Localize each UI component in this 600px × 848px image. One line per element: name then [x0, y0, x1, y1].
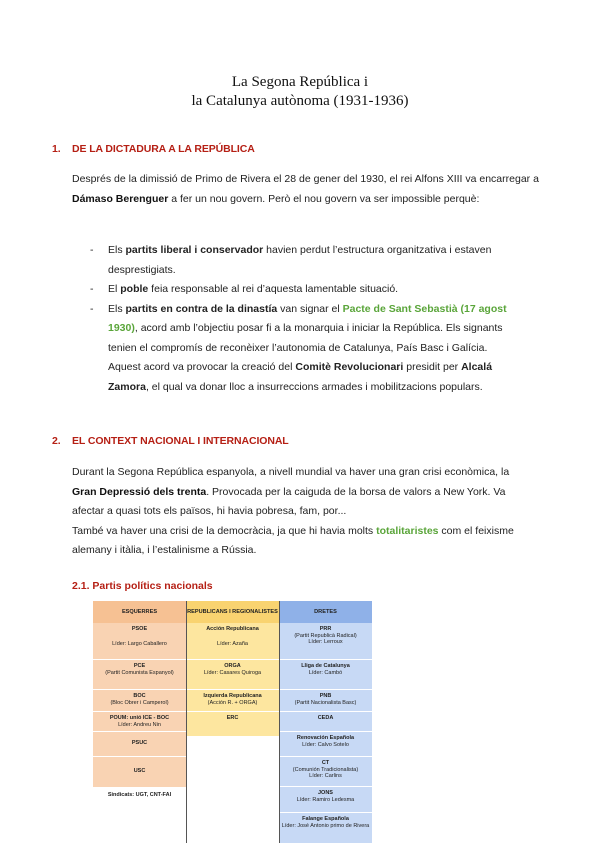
party-name: PSUC	[131, 740, 148, 746]
party-cell	[279, 690, 372, 712]
party-detail: Líder: Largo Caballero	[112, 640, 167, 647]
section-1-bullet-list	[72, 241, 512, 397]
party-cell	[279, 813, 372, 843]
para-text: També va haver una crisi de la democràcia, ja que hi havia molts	[72, 524, 377, 537]
section-2-number: 2.	[52, 435, 61, 447]
column-divider	[279, 601, 280, 843]
bullet-text: havien perdut l’estructura organitzativa i estaven desprestigiats.	[108, 244, 492, 276]
party-detail: Líder: Andreu Nin	[118, 721, 161, 728]
gran-depressio-bold: Gran Depressió dels trenta	[72, 485, 207, 498]
party-cell	[186, 660, 279, 690]
section-2-title: EL CONTEXT NACIONAL I INTERNACIONAL	[72, 435, 289, 447]
intro-text-1: Després de la dimissió de Primo de Rivera el 28 de gener del 1930, el rei Alfons XIII va encarregar a	[72, 173, 539, 185]
page-title	[0, 73, 600, 111]
center-column	[186, 601, 279, 737]
left-column	[93, 601, 186, 788]
party-cell	[93, 712, 186, 732]
party-cell	[93, 690, 186, 712]
bullet-text: van signar el	[277, 302, 343, 315]
section-1-title: DE LA DICTADURA A LA REPÚBLICA	[72, 143, 255, 155]
party-cell	[93, 623, 186, 660]
list-item	[72, 300, 512, 398]
party-cell	[93, 660, 186, 690]
bullet-text: feia responsable al rei d’aquesta lamentable situació.	[148, 283, 399, 295]
pacte-sant-sebastia-highlight: Pacte de Sant Sebastià (17 agost 1930)	[108, 302, 507, 334]
party-name: PCE	[133, 663, 146, 669]
bullet-bold: Alcalá Zamora	[108, 361, 493, 393]
section-1-number: 1.	[52, 143, 61, 155]
party-cell	[279, 712, 372, 732]
bullet-bold: partits liberal i conservador	[125, 244, 264, 256]
bullet-text: Els	[108, 244, 126, 256]
right-header: DRETES	[279, 601, 372, 624]
party-name: Izquierda Republicana	[203, 693, 262, 699]
party-detail: (Partit Comunista Espanyol)	[105, 669, 174, 676]
party-detail: Líder: Azaña	[217, 640, 248, 647]
party-name: Lliga de Catalunya	[301, 663, 350, 669]
list-item	[72, 280, 512, 300]
party-detail: (Acción R. + ORGA)	[207, 699, 258, 706]
party-detail: Líder: Casares Quiroga	[203, 669, 262, 676]
party-detail: (Partit Republicà Radical)	[294, 632, 357, 639]
section-2-heading	[52, 435, 289, 447]
party-cell	[279, 787, 372, 813]
party-name: Falange Española	[302, 816, 349, 822]
left-header: ESQUERRES	[93, 601, 186, 624]
center-header: REPUBLICANS I REGIONALISTES	[186, 601, 279, 624]
party-name: Renovación Española	[296, 735, 355, 741]
party-name: ORGA	[224, 663, 241, 669]
section-1-intro	[72, 170, 542, 209]
para-text: . Provocada per la caiguda de la borsa de valors a New York. Va afectar a quasi tots els països, hi havia pobresa, fam, por...	[72, 485, 506, 517]
intro-text-2: a fer un nou govern. Però el nou govern va ser impossible perquè:	[168, 192, 480, 205]
party-name: JONS	[318, 790, 333, 796]
party-name: USC	[133, 768, 146, 774]
party-detail: Líder: Carlins	[309, 773, 342, 779]
title-line-1: La Segona República i	[231, 74, 369, 90]
party-cell	[186, 690, 279, 712]
bullet-text: , acord amb l’objectiu posar fi a la monarquia i iniciar la República. Els signants tenien el compromís de reconèixer l’autonomia de Catalunya, País Basc i Galícia. Aquest acord va provocar la creació del	[108, 322, 503, 373]
party-detail: Líder: Ramiro Ledesma	[296, 796, 355, 803]
right-column	[279, 601, 372, 843]
party-cell	[93, 732, 186, 757]
party-name: BOC	[133, 693, 146, 699]
list-item	[72, 241, 512, 280]
section-2-paragraph	[72, 463, 532, 561]
intro-bold-berenguer: Dámaso Berenguer	[72, 192, 169, 205]
party-name: Sindicats: UGT, CNT-FAI	[107, 792, 172, 798]
subsection-heading: 2.1. Partis polítics nacionals	[72, 580, 213, 592]
party-cell	[186, 712, 279, 737]
para-text: Durant la Segona República espanyola, a nivell mundial va haver una gran crisi econòmica, la	[72, 466, 510, 478]
party-cell	[279, 757, 372, 787]
unions-cell	[93, 788, 186, 808]
party-detail: Líder: Lerroux	[308, 639, 343, 645]
party-cell	[279, 732, 372, 757]
party-detail: Líder: Calvo Sotelo	[302, 741, 349, 748]
bullet-text: presidit per	[403, 361, 462, 373]
party-cell	[93, 757, 186, 788]
party-detail: Líder: José Antonio primo de Rivera	[281, 822, 370, 829]
party-detail: (Comunión Tradicionalista)	[292, 766, 359, 773]
totalitaristes-highlight: totalitaristes	[376, 524, 439, 537]
party-name: PRR	[319, 626, 332, 632]
party-cell	[186, 623, 279, 660]
party-detail: (Bloc Obrer i Camperol)	[110, 699, 169, 706]
bullet-bold: Comitè Revolucionari	[295, 361, 404, 373]
party-table	[93, 601, 372, 843]
party-name: POUM: unió ICE - BOC	[109, 715, 170, 721]
title-line-2: la Catalunya autònoma (1931-1936)	[191, 93, 409, 109]
party-name: PSOE	[131, 626, 148, 632]
party-detail: Líder: Cambó	[308, 669, 343, 676]
section-1-heading	[52, 143, 255, 155]
bullet-text: El	[108, 283, 121, 295]
bullet-bold: partits en contra de la dinastía	[125, 302, 278, 315]
party-detail: (Partit Nacionalista Basc)	[294, 699, 357, 706]
party-name: ERC	[226, 715, 239, 721]
party-name: CEDA	[317, 715, 334, 721]
column-divider	[186, 601, 187, 843]
para-text: com el feixisme alemany i itàlia, i l’estalinisme a Rússia.	[72, 524, 514, 556]
party-name: CT	[321, 760, 330, 766]
party-cell	[279, 623, 372, 660]
bullet-text: , el qual va donar lloc a insurreccions armades i mobilitzacions populars.	[145, 380, 483, 393]
bullet-bold: poble	[120, 283, 149, 295]
bullet-text: Els	[108, 302, 126, 315]
party-name: PNB	[319, 693, 332, 699]
party-cell	[279, 660, 372, 690]
party-name: Acción Republicana	[206, 626, 259, 632]
